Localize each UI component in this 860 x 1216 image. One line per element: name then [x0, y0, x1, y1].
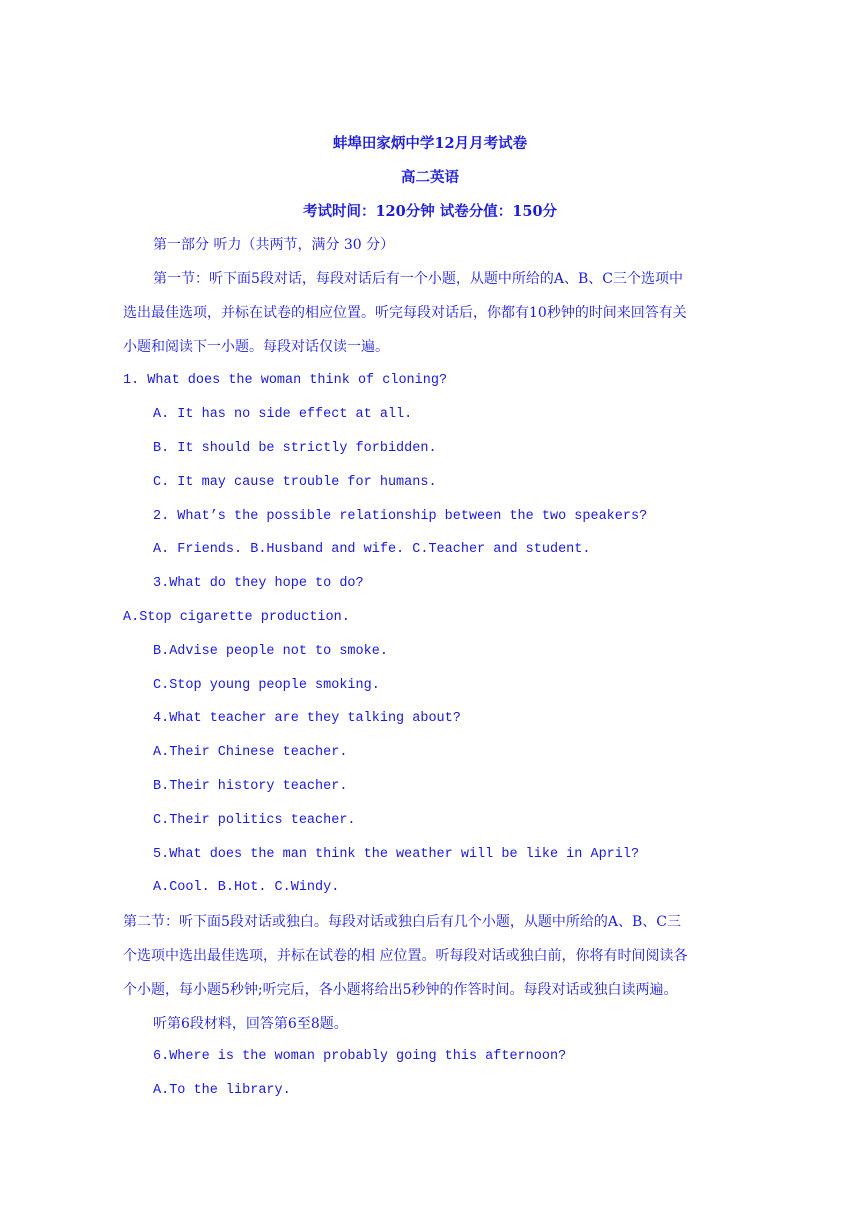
- question-3-option-c: C.Stop young people smoking.: [153, 678, 380, 693]
- question-3-option-a: A.Stop cigarette production.: [123, 610, 350, 625]
- section2-instructions-line-2: 个选项中选出最佳选项，并标在试卷的相 应位置。听每段对话或独白前，你将有时间阅读各: [123, 948, 688, 964]
- question-6-option-a: A.To the library.: [153, 1083, 291, 1098]
- question-3: 3.What do they hope to do?: [153, 576, 364, 591]
- question-2: 2. What’s the possible relationship between the two speakers?: [153, 509, 648, 524]
- material-6-instruction: 听第6段材料，回答第6至8题。: [153, 1016, 348, 1032]
- question-2-options: A. Friends. B.Husband and wife. C.Teacher and student.: [153, 542, 591, 557]
- question-1-option-b: B. It should be strictly forbidden.: [153, 441, 437, 456]
- question-4: 4.What teacher are they talking about?: [153, 711, 461, 726]
- question-1-option-a: A. It has no side effect at all.: [153, 407, 413, 422]
- question-4-option-b: B.Their history teacher.: [153, 779, 348, 794]
- question-6: 6.Where is the woman probably going this afternoon?: [153, 1049, 567, 1064]
- section2-instructions-line-1: 第二节：听下面5段对话或独白。每段对话或独白后有几个小题，从题中所给的A、B、C三: [123, 914, 682, 930]
- question-3-option-b: B.Advise people not to smoke.: [153, 644, 388, 659]
- question-5-options: A.Cool. B.Hot. C.Windy.: [153, 880, 340, 895]
- question-1-option-c: C. It may cause trouble for humans.: [153, 475, 437, 490]
- section1-instructions-line-3: 小题和阅读下一小题。每段对话仅读一遍。: [123, 339, 389, 355]
- question-5: 5.What does the man think the weather will be like in April?: [153, 847, 640, 862]
- exam-info: 考试时间：120分钟 试卷分值：150分: [302, 203, 558, 220]
- question-1: 1. What does the woman think of cloning?: [123, 373, 448, 388]
- subject-title: 高二英语: [401, 169, 459, 186]
- part1-heading: 第一部分 听力（共两节，满分 30 分）: [153, 237, 395, 253]
- section1-instructions-line-2: 选出最佳选项，并标在试卷的相应位置。听完每段对话后，你都有10秒钟的时间来回答有关: [123, 305, 687, 321]
- section2-instructions-line-3: 个小题，每小题5秒钟;听完后，各小题将给出5秒钟的作答时间。每段对话或独白读两遍。: [123, 982, 678, 998]
- school-title: 蚌埠田家炳中学12月月考试卷: [332, 135, 528, 152]
- section1-instructions-line-1: 第一节：听下面5段对话，每段对话后有一个小题，从题中所给的A、B、C三个选项中: [153, 271, 684, 287]
- question-4-option-a: A.Their Chinese teacher.: [153, 745, 348, 760]
- question-4-option-c: C.Their politics teacher.: [153, 813, 356, 828]
